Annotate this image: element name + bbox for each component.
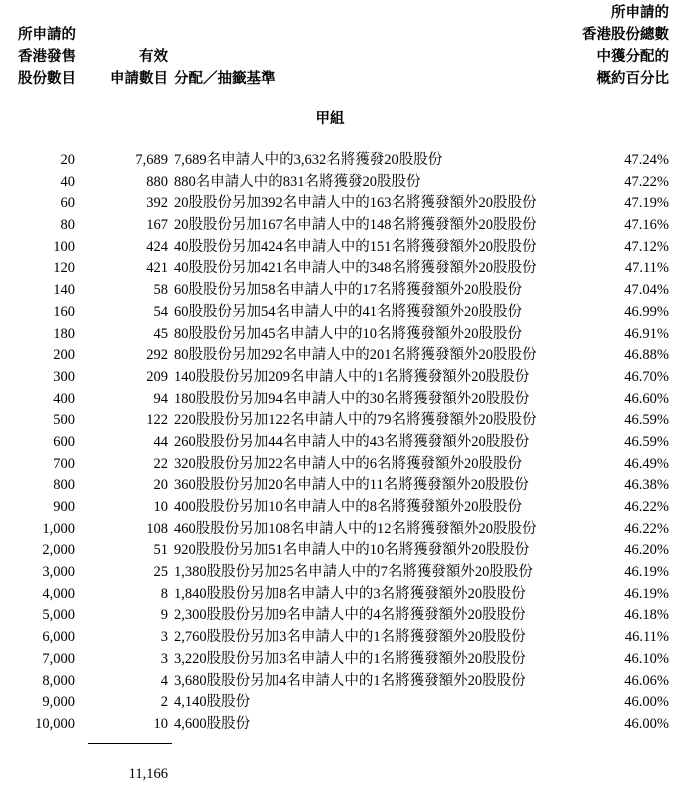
basis-cell: 40股股份另加421名申請人中的348名將獲發額外20股股份 (174, 260, 537, 277)
basis-cell: 400股股份另加10名申請人中的8名將獲發額外20股股份 (174, 499, 522, 515)
table-row (18, 172, 669, 194)
valid-applications-cell: 421 (146, 260, 168, 277)
percentage-cell: 46.60% (624, 390, 669, 407)
percentage-cell: 46.06% (624, 672, 669, 689)
table-row (18, 302, 669, 324)
basis-cell: 180股股份另加94名申請人中的30名將獲發額外20股股份 (174, 390, 530, 407)
valid-applications-cell: 45 (153, 325, 168, 342)
percentage-cell: 46.59% (624, 433, 669, 450)
header-line: 所申請的 (18, 27, 76, 43)
shares-applied-cell: 400 (53, 390, 75, 407)
percentage-cell: 46.22% (624, 520, 669, 537)
header-line: 所申請的 (611, 5, 669, 21)
table-row (18, 432, 669, 454)
valid-applications-cell: 58 (153, 282, 168, 299)
shares-applied-cell: 160 (53, 303, 75, 320)
basis-cell: 80股股份另加45名申請人中的10名將獲發額外20股股份 (174, 325, 522, 342)
basis-cell: 7,689名申請人中的3,632名將獲發20股股份 (174, 152, 443, 168)
shares-applied-cell: 100 (53, 238, 75, 255)
shares-applied-cell: 700 (53, 455, 75, 472)
header-shares-applied (18, 24, 75, 90)
shares-applied-cell: 800 (53, 477, 75, 494)
shares-applied-cell: 80 (60, 217, 75, 234)
basis-cell: 1,840股股份另加8名申請人中的3名將獲發額外20股股份 (174, 585, 526, 602)
percentage-cell: 47.24% (624, 152, 669, 168)
shares-applied-cell: 3,000 (42, 564, 75, 581)
valid-applications-cell: 167 (146, 217, 168, 234)
shares-applied-cell: 120 (53, 260, 75, 277)
shares-applied-cell: 9,000 (42, 694, 75, 711)
valid-applications-cell: 10 (153, 499, 168, 515)
table-row (18, 497, 669, 519)
percentage-cell: 46.19% (624, 585, 669, 602)
valid-applications-cell: 3 (160, 629, 168, 646)
percentage-cell: 47.04% (624, 282, 669, 299)
percentage-cell: 46.19% (624, 564, 669, 581)
valid-applications-cell: 292 (146, 347, 168, 364)
shares-applied-cell: 8,000 (42, 672, 75, 689)
shares-applied-cell: 10,000 (35, 715, 75, 732)
header-percentage (549, 2, 669, 90)
table-row (18, 649, 669, 671)
total-rule (88, 743, 172, 744)
header-line: 申請數目 (110, 71, 168, 87)
basis-cell: 260股股份另加44名申請人中的43名將獲發額外20股股份 (174, 433, 530, 450)
valid-applications-cell: 20 (153, 477, 168, 494)
valid-applications-cell: 122 (146, 412, 168, 429)
basis-cell: 20股股份另加392名申請人中的163名將獲發額外20股股份 (174, 195, 537, 212)
basis-cell: 360股股份另加20名申請人中的11名將獲發額外20股股份 (174, 477, 529, 494)
shares-applied-cell: 2,000 (42, 542, 75, 559)
valid-applications-cell: 7,689 (135, 152, 168, 168)
percentage-cell: 47.16% (624, 217, 669, 234)
basis-cell: 3,220股股份另加3名申請人中的1名將獲發額外20股股份 (174, 650, 526, 667)
percentage-cell: 46.18% (624, 607, 669, 624)
table-row (18, 714, 669, 736)
valid-applications-cell: 10 (153, 715, 168, 732)
shares-applied-cell: 20 (60, 152, 75, 168)
table-row (18, 367, 669, 389)
table-row (18, 454, 669, 476)
shares-applied-cell: 1,000 (42, 520, 75, 537)
percentage-cell: 47.12% (624, 238, 669, 255)
percentage-cell: 46.22% (624, 499, 669, 515)
percentage-cell: 46.00% (624, 694, 669, 711)
percentage-cell: 46.59% (624, 412, 669, 429)
shares-applied-cell: 200 (53, 347, 75, 364)
basis-cell: 3,680股股份另加4名申請人中的1名將獲發額外20股股份 (174, 672, 526, 689)
valid-applications-cell: 108 (146, 520, 168, 537)
valid-applications-cell: 392 (146, 195, 168, 212)
total-valid-applications: 11,166 (128, 765, 168, 782)
shares-applied-cell: 5,000 (42, 607, 75, 624)
basis-cell: 40股股份另加424名申請人中的151名將獲發額外20股股份 (174, 238, 537, 255)
basis-cell: 920股股份另加51名申請人中的10名將獲發額外20股股份 (174, 542, 530, 559)
valid-applications-cell: 44 (153, 433, 168, 450)
percentage-cell: 46.88% (624, 347, 669, 364)
table-row (18, 475, 669, 497)
table-row (18, 389, 669, 411)
header-valid-applications (75, 46, 168, 90)
percentage-cell: 46.49% (624, 455, 669, 472)
shares-applied-cell: 4,000 (42, 585, 75, 602)
shares-applied-cell: 40 (60, 173, 75, 190)
shares-applied-cell: 600 (53, 433, 75, 450)
table-row (18, 627, 669, 649)
shares-applied-cell: 900 (53, 499, 75, 515)
percentage-cell: 46.10% (624, 650, 669, 667)
valid-applications-cell: 22 (153, 455, 168, 472)
header-line: 香港發售 (18, 49, 76, 65)
percentage-cell: 46.00% (624, 715, 669, 732)
table-row (18, 345, 669, 367)
valid-applications-cell: 25 (153, 564, 168, 581)
valid-applications-cell: 8 (160, 585, 168, 602)
header-line: 股份數目 (18, 71, 76, 87)
shares-applied-cell: 500 (53, 412, 75, 429)
table-row (18, 410, 669, 432)
table-row (18, 562, 669, 584)
allotment-rows (18, 150, 669, 785)
basis-cell: 220股股份另加122名申請人中的79名將獲發額外20股股份 (174, 412, 537, 429)
table-row (18, 692, 669, 714)
basis-cell: 80股股份另加292名申請人中的201名將獲發額外20股股份 (174, 347, 537, 364)
valid-applications-cell: 209 (146, 368, 168, 385)
valid-applications-cell: 4 (160, 672, 168, 689)
valid-applications-cell: 54 (153, 303, 168, 320)
percentage-cell: 46.99% (624, 303, 669, 320)
percentage-cell: 47.19% (624, 195, 669, 212)
basis-cell: 60股股份另加58名申請人中的17名將獲發額外20股股份 (174, 282, 522, 299)
table-row (18, 215, 669, 237)
shares-applied-cell: 60 (60, 195, 75, 212)
shares-applied-cell: 6,000 (42, 629, 75, 646)
percentage-cell: 46.70% (624, 368, 669, 385)
percentage-cell: 46.38% (624, 477, 669, 494)
shares-applied-cell: 140 (53, 282, 75, 299)
basis-cell: 4,140股股份 (174, 694, 251, 711)
table-row (18, 519, 669, 541)
percentage-cell: 47.22% (624, 173, 669, 190)
basis-cell: 140股股份另加209名申請人中的1名將獲發額外20股股份 (174, 368, 530, 385)
header-line: 概約百分比 (596, 71, 669, 87)
basis-cell: 60股股份另加54名申請人中的41名將獲發額外20股股份 (174, 303, 522, 320)
valid-applications-cell: 9 (160, 607, 168, 624)
header-line: 中獲分配的 (596, 49, 669, 65)
table-row (18, 671, 669, 693)
percentage-cell: 46.11% (624, 629, 669, 646)
table-row (18, 540, 669, 562)
valid-applications-cell: 2 (160, 694, 168, 711)
table-row (18, 584, 669, 606)
valid-applications-cell: 94 (153, 390, 168, 407)
percentage-cell: 47.11% (624, 260, 669, 277)
table-row (18, 150, 669, 172)
basis-cell: 460股股份另加108名申請人中的12名將獲發額外20股股份 (174, 520, 537, 537)
valid-applications-cell: 3 (160, 650, 168, 667)
basis-cell: 2,760股股份另加3名申請人中的1名將獲發額外20股股份 (174, 629, 526, 646)
valid-applications-cell: 51 (153, 542, 168, 559)
shares-applied-cell: 180 (53, 325, 75, 342)
shares-applied-cell: 300 (53, 368, 75, 385)
basis-cell: 1,380股股份另加25名申請人中的7名將獲發額外20股股份 (174, 564, 533, 581)
group-a-label: 甲組 (315, 111, 345, 127)
basis-cell: 4,600股股份 (174, 715, 251, 732)
shares-applied-cell: 7,000 (42, 650, 75, 667)
table-row (18, 605, 669, 627)
table-row (18, 193, 669, 215)
percentage-cell: 46.91% (624, 325, 669, 342)
basis-cell: 880名申請人中的831名將獲發20股股份 (174, 173, 421, 190)
valid-applications-cell: 424 (146, 238, 168, 255)
table-header (18, 2, 669, 90)
basis-cell: 320股股份另加22名申請人中的6名將獲發額外20股股份 (174, 455, 522, 472)
table-row (18, 258, 669, 280)
header-basis: 分配／抽籤基準 (174, 71, 276, 87)
basis-cell: 20股股份另加167名申請人中的148名將獲發額外20股股份 (174, 217, 537, 234)
table-row (18, 237, 669, 259)
total-row (18, 763, 669, 785)
valid-applications-cell: 880 (146, 173, 168, 190)
header-line: 有效 (139, 49, 168, 65)
basis-cell: 2,300股股份另加9名申請人中的4名將獲發額外20股股份 (174, 607, 526, 624)
table-row (18, 324, 669, 346)
table-row (18, 280, 669, 302)
header-line: 香港股份總數 (582, 27, 669, 43)
percentage-cell: 46.20% (624, 542, 669, 559)
